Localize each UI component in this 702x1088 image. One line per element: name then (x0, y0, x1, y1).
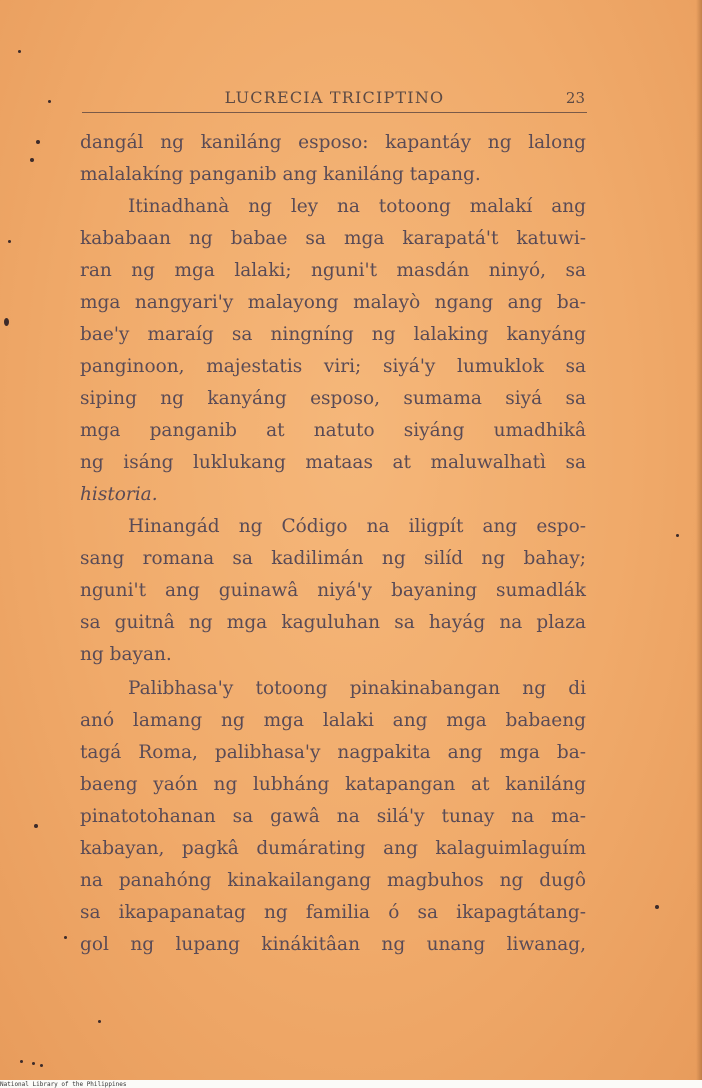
ink-speck (655, 905, 659, 909)
text-line: nguni't ang guinawâ niyá'y bayaning sumadlák (80, 580, 586, 601)
text-line: sa guitnâ ng mga kaguluhan sa hayág na plaza (80, 612, 586, 633)
text-line: Hinangád ng Código na iligpít ang espo- (128, 516, 586, 537)
running-header (82, 86, 587, 113)
text-line: mga panganib at natuto siyáng umadhikâ (80, 420, 586, 441)
text-line: tagá Roma, palibhasa'y nagpakita ang mga ba- (80, 742, 586, 763)
text-line: mga nangyari'y malayong malayò ngang ang ba- (80, 292, 586, 313)
text-line: siping ng kanyáng esposo, sumama siyá sa (80, 388, 586, 409)
text-line: bae'y maraíg sa ningníng ng lalaking kanyáng (80, 324, 586, 345)
ink-speck (4, 318, 9, 326)
page-number: 23 (565, 89, 585, 107)
ink-speck (18, 50, 21, 53)
text-line: sang romana sa kadilimán ng silíd ng bahay; (80, 548, 586, 569)
text-line: ng isáng luklukang mataas at maluwalhatì sa (80, 452, 586, 473)
ink-speck (64, 936, 67, 939)
text-line: sa ikapapanatag ng familia ó sa ikapagtátang- (80, 902, 586, 923)
ink-speck (8, 240, 11, 243)
text-line: panginoon, majestatis viri; siyá'y lumuklok sa (80, 356, 586, 377)
text-line: historia. (80, 484, 158, 505)
text-line: anó lamang ng mga lalaki ang mga babaeng (80, 710, 586, 731)
ink-speck (34, 824, 38, 828)
text-line: malalakíng panganib ang kaniláng tapang. (80, 164, 481, 185)
library-credit: National Library of the Philippines (0, 1081, 127, 1088)
text-line: ng bayan. (80, 644, 172, 665)
text-line: Itinadhanà ng ley na totoong malakí ang (128, 196, 586, 217)
ink-speck (32, 1062, 35, 1065)
ink-speck (676, 534, 679, 537)
ink-speck (40, 1064, 43, 1067)
running-title: LUCRECIA TRICIPTINO (224, 88, 445, 107)
ink-speck (48, 100, 51, 103)
ink-speck (20, 1060, 23, 1063)
text-line: kababaan ng babae sa mga karapatá't katuwi- (80, 228, 586, 249)
text-line: baeng yaón ng lubháng katapangan at kaniláng (80, 774, 586, 795)
text-line: ran ng mga lalaki; nguni't masdán ninyó, sa (80, 260, 586, 281)
text-line: dangál ng kaniláng esposo: kapantáy ng lalong (80, 132, 586, 153)
text-line: pinatotohanan sa gawâ na silá'y tunay na ma- (80, 806, 586, 827)
text-line: na panahóng kinakailangang magbuhos ng dugô (80, 870, 586, 891)
text-line: gol ng lupang kinákitâan ng unang liwanag, (80, 934, 586, 955)
ink-speck (98, 1020, 101, 1023)
text-line: kabayan, pagkâ dumárating ang kalaguimlaguím (80, 838, 586, 859)
ink-speck (30, 158, 34, 162)
text-line: Palibhasa'y totoong pinakinabangan ng di (128, 678, 586, 699)
ink-speck (36, 140, 40, 144)
